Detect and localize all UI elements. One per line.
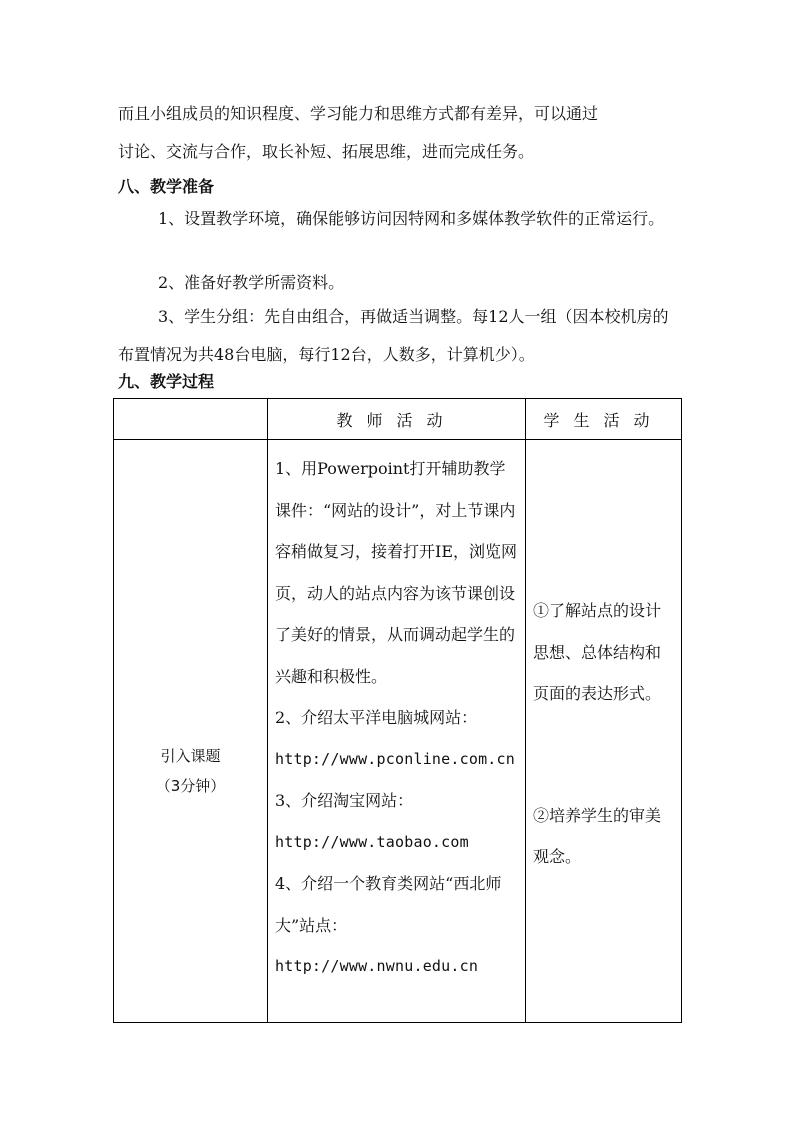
intro-line-2: 讨论、交流与合作，取长补短、拓展思维，进而完成任务。: [118, 142, 535, 161]
prep-item-3: 3、学生分组：先自由组合，再做适当调整。每12人一组（因本校机房的布置情况为共48台电脑，每行12台，人数多，计算机少）。: [118, 307, 669, 364]
prep-item-2: 2、准备好教学所需资料。: [158, 273, 345, 292]
intro-paragraph: [118, 95, 680, 171]
intro-line-1: 而且小组成员的知识程度、学习能力和思维方式都有差异，可以通过: [118, 104, 599, 123]
header-student-activity: 学生活动: [526, 399, 682, 440]
prep-item-1: 1、设置教学环境，确保能够访问因特网和多媒体教学软件的正常运行。: [158, 209, 665, 228]
nwnu-url: http://www.nwnu.edu.cn: [275, 957, 479, 975]
student-item-1: ①了解站点的设计思想、总体结构和页面的表达形式。: [533, 601, 662, 703]
teacher-step-1: 1、用Powerpoint打开辅助教学课件：“网站的设计”，对上节课内容稍做复习，接着打开IE，浏览网页，动人的站点内容为该节课创设了美好的情景，从而调动起学生的兴趣和积极性。: [275, 459, 518, 686]
header-stage-cell: [114, 399, 268, 440]
stage-time: （3分钟）: [155, 777, 226, 795]
stage-cell: [114, 440, 268, 1023]
table-header-row: [114, 399, 682, 440]
section-9-heading: 九、教学过程: [118, 372, 215, 391]
student-item-2: ②培养学生的审美观念。: [533, 805, 662, 866]
teacher-step-2: 2、介绍太平洋电脑城网站：: [275, 708, 478, 727]
taobao-url: http://www.taobao.com: [275, 832, 469, 851]
teacher-activity-cell: [268, 440, 526, 1023]
header-teacher-activity: 教师活动: [268, 399, 526, 440]
student-activity-cell: [526, 440, 682, 1023]
table-row-intro: [114, 440, 682, 1023]
pconline-url: http://www.pconline.com.cn: [275, 749, 515, 768]
teacher-step-3: 3、介绍淘宝网站：: [275, 791, 414, 810]
teacher-step-4: 4、介绍一个教育类网站“西北师大”站点：: [275, 874, 502, 935]
section-8-heading: 八、教学准备: [118, 177, 215, 196]
teaching-process-table: [113, 398, 682, 1023]
stage-name: 引入课题: [160, 747, 221, 765]
